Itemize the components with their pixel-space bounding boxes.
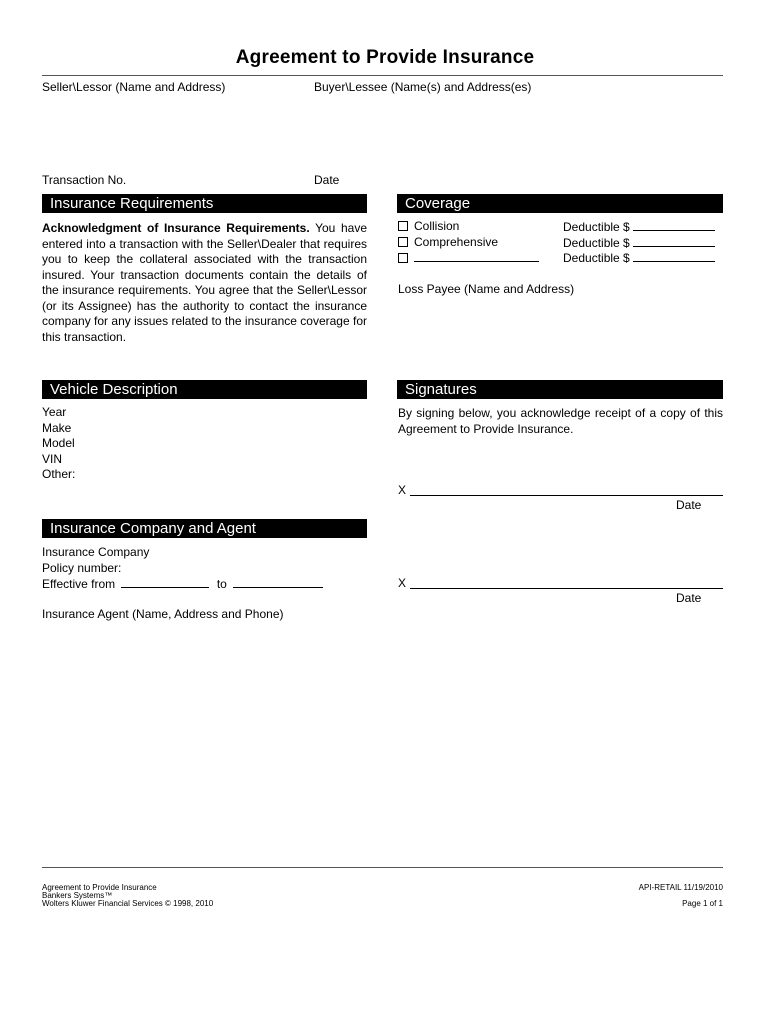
loss-payee-label: Loss Payee (Name and Address) — [398, 282, 575, 296]
effective-to-field[interactable] — [233, 576, 323, 588]
comprehensive-label: Comprehensive — [414, 235, 499, 249]
vehicle-make-label: Make — [42, 421, 72, 435]
footer-form-id: API-RETAIL 11/19/2010 — [638, 883, 723, 892]
currency-symbol: $ — [623, 236, 630, 250]
footer-copyright: Wolters Kluwer Financial Services © 1998, 2010 — [42, 899, 214, 908]
signatures-heading: Signatures — [397, 380, 723, 399]
page-title: Agreement to Provide Insurance — [235, 47, 535, 68]
vehicle-description-heading: Vehicle Description — [42, 380, 367, 399]
insurance-agent-label: Insurance Agent (Name, Address and Phone) — [42, 607, 284, 621]
insurance-company-heading: Insurance Company and Agent — [42, 519, 367, 538]
other-coverage-field[interactable] — [414, 250, 539, 262]
footer-form-title: Agreement to Provide Insurance — [42, 883, 157, 892]
effective-to-label: to — [216, 577, 227, 591]
coverage-row-comprehensive — [398, 235, 498, 251]
comprehensive-checkbox[interactable] — [398, 237, 408, 247]
footer-divider — [42, 867, 723, 868]
acknowledgment-lead: Acknowledgment of Insurance Requirements. — [42, 221, 310, 235]
signature-line-1[interactable] — [410, 495, 723, 496]
collision-checkbox[interactable] — [398, 221, 408, 231]
vehicle-other-label: Other: — [42, 467, 76, 481]
vehicle-year-label: Year — [42, 405, 67, 419]
coverage-heading: Coverage — [397, 194, 723, 213]
coverage-row-other — [398, 250, 539, 267]
title-divider — [42, 75, 723, 76]
policy-number-label: Policy number: — [42, 561, 122, 575]
transaction-date-label: Date — [314, 173, 340, 187]
signature-date-label-1: Date — [676, 498, 702, 512]
footer-publisher: Bankers Systems™ — [42, 891, 113, 900]
seller-label: Seller\Lessor (Name and Address) — [42, 80, 226, 94]
transaction-number-label: Transaction No. — [42, 173, 127, 187]
effective-from-label: Effective from — [42, 577, 116, 591]
effective-dates-row — [42, 576, 323, 593]
deductible-label: Deductible — [563, 251, 620, 265]
deductible-label: Deductible — [563, 236, 620, 250]
currency-symbol: $ — [623, 251, 630, 265]
deductible-field-comprehensive[interactable] — [633, 235, 715, 247]
deductible-row-1 — [563, 219, 715, 236]
signature-line-2[interactable] — [410, 588, 723, 589]
signature-date-label-2: Date — [676, 591, 702, 605]
deductible-label: Deductible — [563, 220, 620, 234]
insurance-company-label: Insurance Company — [42, 545, 150, 559]
other-coverage-checkbox[interactable] — [398, 253, 408, 263]
collision-label: Collision — [414, 219, 460, 233]
vehicle-vin-label: VIN — [42, 452, 63, 466]
acknowledgment-body: You have entered into a transaction with the Seller\Dealer that requires you to keep the collateral associated with the transaction insured. Your transaction documents contain the details of the insurance requirements. You agree that the Seller\Lessor (or its Assignee) has the authority to contact the insurance company for any issues related to the insurance coverage for this transaction. — [42, 221, 367, 344]
footer-page-number: Page 1 of 1 — [682, 899, 723, 908]
signatures-text: By signing below, you acknowledge receipt of a copy of this Agreement to Provide Insurance. — [398, 406, 723, 436]
coverage-row-collision — [398, 219, 459, 235]
deductible-field-collision[interactable] — [633, 219, 715, 231]
vehicle-model-label: Model — [42, 436, 75, 450]
currency-symbol: $ — [623, 220, 630, 234]
buyer-label: Buyer\Lessee (Name(s) and Address(es) — [314, 80, 532, 94]
deductible-row-3 — [563, 250, 715, 267]
deductible-field-other[interactable] — [633, 250, 715, 262]
insurance-requirements-text — [42, 221, 367, 345]
signature-x-mark-2: X — [398, 576, 407, 590]
effective-from-field[interactable] — [121, 576, 209, 588]
signature-x-mark-1: X — [398, 483, 407, 497]
insurance-requirements-heading: Insurance Requirements — [42, 194, 367, 213]
